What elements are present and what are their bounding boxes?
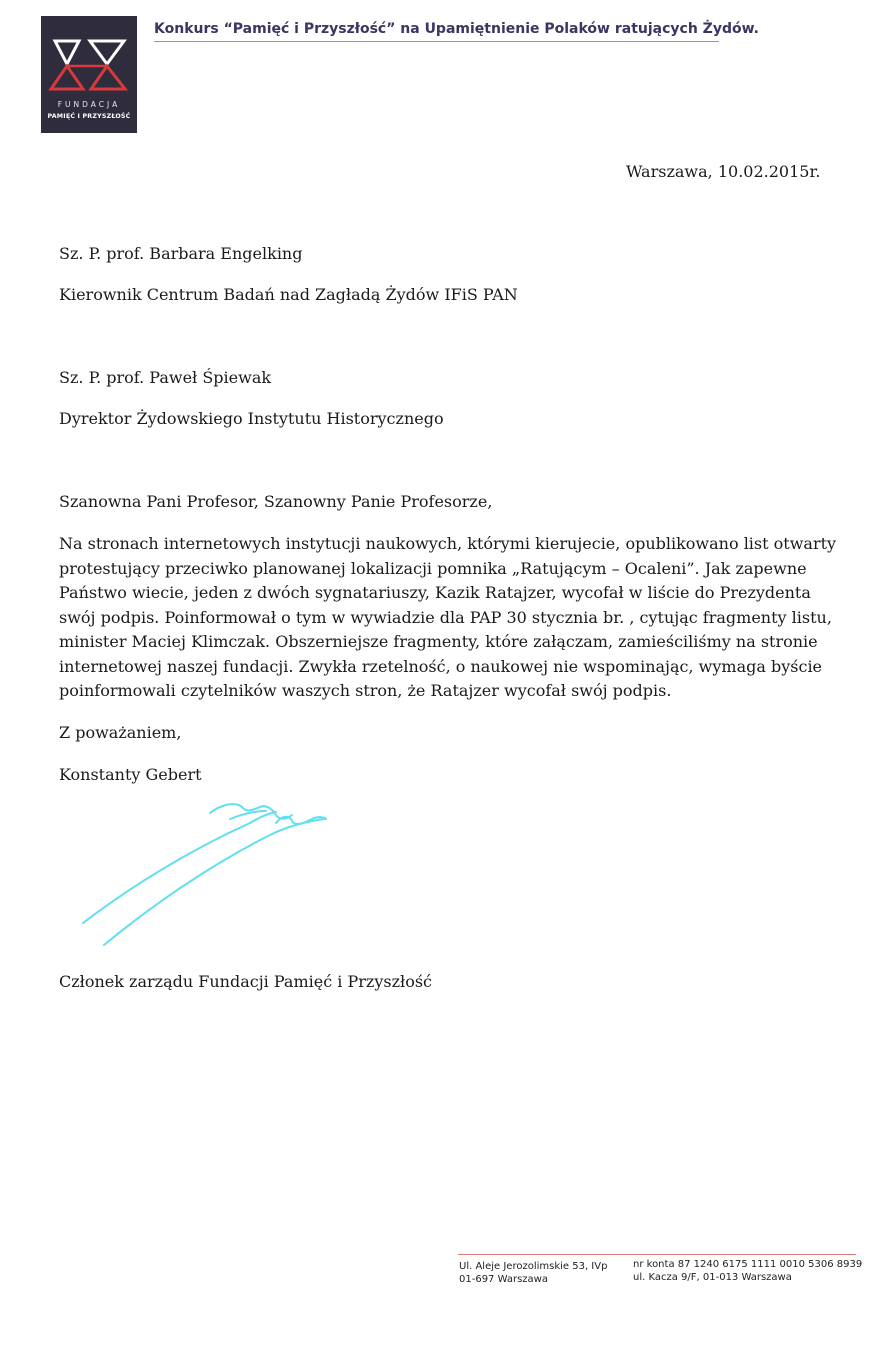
footer-divider: [458, 1254, 856, 1255]
footer-address: [459, 1261, 607, 1286]
footer-address-line1: Ul. Aleje Jerozolimskie 53, IVp: [459, 1261, 608, 1272]
footer-account: [633, 1259, 862, 1284]
letter-date: Warszawa, 10.02.2015r.: [626, 162, 821, 181]
body-line: swój podpis. Poinformował o tym w wywiadzie dla PAP 30 stycznia br. , cytując fragmenty listu,: [59, 607, 832, 627]
body-line: Na stronach internetowych instytucji naukowych, którymi kierujecie, opublikowano list otwarty: [59, 534, 837, 553]
body-line: minister Maciej Klimczak. Obszerniejsze fragmenty, które załączam, zamieściliśmy na stronie: [59, 632, 818, 651]
foundation-logo: [41, 16, 137, 133]
footer-account-line2: ul. Kacza 9/F, 01-013 Warszawa: [633, 1271, 792, 1283]
body-line: internetowej naszej fundacji. Zwykła rzetelność, o naukowej nie wspominając, wymaga byście: [59, 656, 823, 676]
salutation: Szanowna Pani Profesor, Szanowny Panie Profesorze,: [59, 492, 493, 511]
footer-address-line2: 01-697 Warszawa: [459, 1273, 548, 1285]
recipient1-name: Sz. P. prof. Barbara Engelking: [59, 244, 303, 263]
body-line: protestujący przeciwko planowanej lokalizacji pomnika „Ratującym – Ocaleni”. Jak zapewne: [59, 558, 807, 578]
handwritten-signature: [80, 795, 340, 959]
recipient2-name: Sz. P. prof. Paweł Śpiewak: [59, 368, 272, 387]
body-line: Państwo wiecie, jeden z dwóch sygnatariuszy, Kazik Ratajzer, wycofał w liście do Prezydenta: [59, 583, 811, 602]
closing: Z poważaniem,: [59, 723, 182, 742]
footer-account-line1: nr konta 87 1240 6175 1111 0010 5306 8939: [633, 1259, 863, 1270]
letter-body: [59, 532, 837, 704]
header-divider: [154, 41, 719, 42]
logo-text-name: PAMIĘĆ I PRZYSZŁOŚĆ: [47, 113, 131, 120]
signer-name: Konstanty Gebert: [59, 765, 202, 784]
signer-role: Członek zarządu Fundacji Pamięć i Przyszłość: [59, 972, 432, 991]
recipient1-title: Kierownik Centrum Badań nad Zagładą Żydów IFiS PAN: [59, 285, 518, 304]
logo-text-fundacja: FUNDACJA: [57, 100, 121, 109]
body-line: poinformowali czytelników waszych stron, że Ratajzer wycofał swój podpis.: [59, 681, 672, 700]
recipient2-title: Dyrektor Żydowskiego Instytutu Historycznego: [59, 409, 444, 428]
header-title: Konkurs “Pamięć i Przyszłość” na Upamiętnienie Polaków ratujących Żydów.: [154, 21, 759, 37]
